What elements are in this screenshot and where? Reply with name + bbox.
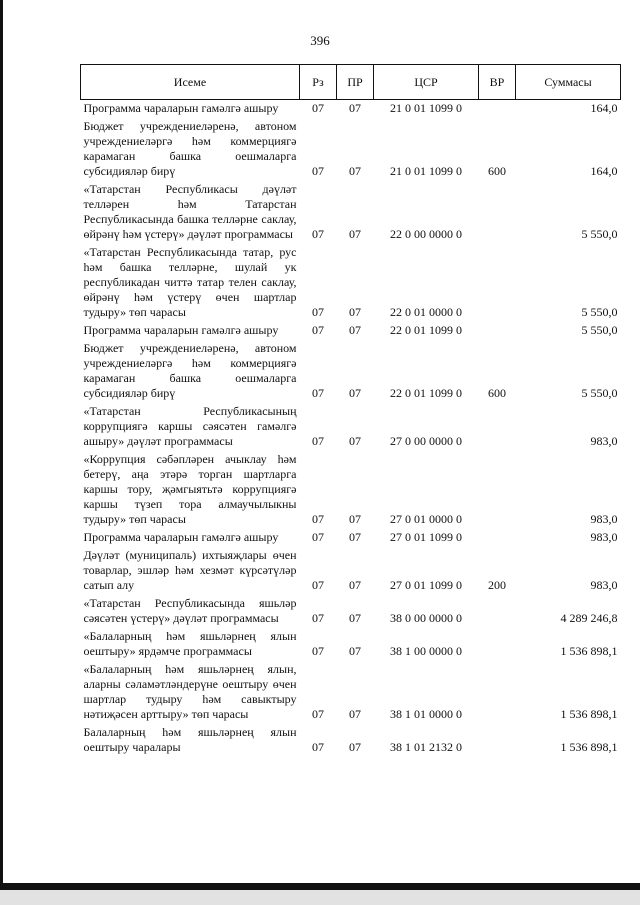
cell-sum: 5 550,0 — [581, 323, 618, 337]
table-row — [81, 181, 621, 244]
cell-sum: 164,0 — [590, 164, 618, 178]
table-row — [81, 547, 621, 595]
cell-csr: 38 1 01 0000 0 — [390, 707, 462, 721]
cell-rz: 07 — [312, 512, 324, 526]
cell-sum: 1 536 898,1 — [560, 707, 618, 721]
cell-rz: 07 — [312, 227, 324, 241]
cell-pr: 07 — [349, 305, 361, 319]
scan-left-edge — [0, 0, 3, 905]
cell-vr — [479, 661, 516, 724]
cell-vr — [479, 628, 516, 661]
cell-rz: 07 — [312, 578, 324, 592]
header-name: Исеме — [81, 65, 300, 100]
cell-csr: 27 0 00 0000 0 — [390, 434, 462, 448]
table-row — [81, 322, 621, 340]
table-row — [81, 628, 621, 661]
header-pr: ПР — [337, 65, 374, 100]
cell-csr: 38 0 00 0000 0 — [390, 611, 462, 625]
cell-csr: 22 0 01 0000 0 — [390, 305, 462, 319]
table-row — [81, 529, 621, 547]
cell-name: Программа чараларын гамәлгә ашыру — [83, 323, 279, 337]
cell-rz: 07 — [312, 611, 324, 625]
cell-name: Программа чараларын гамәлгә ашыру — [83, 530, 279, 544]
cell-vr — [479, 451, 516, 529]
table-row — [81, 595, 621, 628]
header-rz: Рз — [300, 65, 337, 100]
table-row — [81, 403, 621, 451]
cell-pr: 07 — [349, 101, 361, 115]
cell-pr: 07 — [349, 707, 361, 721]
cell-pr: 07 — [349, 611, 361, 625]
cell-rz: 07 — [312, 164, 324, 178]
cell-pr: 07 — [349, 386, 361, 400]
scan-bottom-edge — [0, 883, 640, 890]
cell-sum: 1 536 898,1 — [560, 740, 618, 754]
cell-rz: 07 — [312, 101, 324, 115]
table-row — [81, 118, 621, 181]
cell-csr: 21 0 01 1099 0 — [390, 164, 462, 178]
cell-vr: 600 — [488, 386, 506, 400]
table-row — [81, 724, 621, 757]
table-row — [81, 340, 621, 403]
cell-csr: 27 0 01 1099 0 — [390, 530, 462, 544]
page-number: 396 — [310, 33, 330, 48]
header-vr: ВР — [479, 65, 516, 100]
cell-csr: 27 0 01 0000 0 — [390, 512, 462, 526]
cell-vr: 600 — [488, 164, 506, 178]
budget-table — [80, 64, 621, 757]
cell-csr: 22 0 01 1099 0 — [390, 386, 462, 400]
cell-sum: 983,0 — [590, 512, 618, 526]
cell-rz: 07 — [312, 323, 324, 337]
cell-sum: 164,0 — [590, 101, 618, 115]
cell-vr — [479, 595, 516, 628]
cell-rz: 07 — [312, 740, 324, 754]
table-row — [81, 244, 621, 322]
cell-pr: 07 — [349, 434, 361, 448]
cell-pr: 07 — [349, 512, 361, 526]
table-row — [81, 451, 621, 529]
table-body — [81, 100, 621, 758]
cell-csr: 22 0 00 0000 0 — [390, 227, 462, 241]
cell-sum: 983,0 — [590, 434, 618, 448]
cell-sum: 4 289 246,8 — [560, 611, 618, 625]
cell-csr: 21 0 01 1099 0 — [390, 101, 462, 115]
cell-vr — [479, 100, 516, 119]
cell-rz: 07 — [312, 305, 324, 319]
cell-name: «Татарстан Республикасында яшьләр сәясәтен үстерү» дәүләт программасы — [83, 596, 297, 625]
cell-rz: 07 — [312, 644, 324, 658]
cell-vr — [479, 244, 516, 322]
cell-name: «Коррупция сәбәпләрен ачыклау һәм бетерү, аңа этәрә торган шартларга каршы тору, җәмгыятьтә коррупциягә каршы түзеп тора алмаучылыкны тудыру» төп чарасы — [83, 452, 297, 526]
cell-sum: 5 550,0 — [581, 305, 618, 319]
cell-sum: 983,0 — [590, 578, 618, 592]
cell-name: Дәүләт (муниципаль) ихтыяҗлары өчен товарлар, эшләр һәм хезмәт күрсәтүләр сатып алу — [83, 548, 297, 592]
cell-pr: 07 — [349, 323, 361, 337]
cell-name: «Татарстан Республикасында татар, рус һәм башка телләрне, шулай ук республикадан читтә татар телен саклау, өйрәнү һәм үстерү өчен шартлар тудыру» төп чарасы — [83, 245, 297, 319]
cell-vr — [479, 724, 516, 757]
cell-name: «Балаларның һәм яшьләрнең ялын, аларны сәламәтләндерүне оештыру өчен шартлар тудыру һәм савыктыру нәтиҗәсен арттыру» төп чарасы — [83, 662, 297, 721]
table-row — [81, 661, 621, 724]
scan-bottom-shade — [0, 890, 640, 905]
cell-rz: 07 — [312, 434, 324, 448]
cell-vr — [479, 403, 516, 451]
cell-sum: 983,0 — [590, 530, 618, 544]
cell-csr: 38 1 01 2132 0 — [390, 740, 462, 754]
cell-pr: 07 — [349, 227, 361, 241]
cell-csr: 27 0 01 1099 0 — [390, 578, 462, 592]
cell-name: «Балаларның һәм яшьләрнең ялын оештыру» ярдәмче программасы — [83, 629, 297, 658]
cell-sum: 5 550,0 — [581, 227, 618, 241]
cell-name: «Татарстан Республикасы дәүләт телләрен һәм Татарстан Республикасында башка телләрне саклау, өйрәнү һәм үстерү» дәүләт программасы — [83, 182, 297, 241]
cell-vr — [479, 529, 516, 547]
cell-pr: 07 — [349, 644, 361, 658]
header-csr: ЦСР — [374, 65, 479, 100]
cell-name: «Татарстан Республикасының коррупциягә каршы сәясәтен гамәлгә ашыру» дәүләт программасы — [83, 404, 297, 448]
cell-vr — [479, 181, 516, 244]
cell-pr: 07 — [349, 740, 361, 754]
cell-vr — [479, 322, 516, 340]
cell-name: Балаларның һәм яшьләрнең ялын оештыру чаралары — [83, 725, 297, 754]
cell-pr: 07 — [349, 164, 361, 178]
cell-name: Бюджет учреждениеләренә, автоном учреждениеләргә һәм коммерциягә карамаган башка оешмаларга субсидияләр бирү — [83, 341, 297, 400]
cell-vr: 200 — [488, 578, 506, 592]
header-sum: Суммасы — [516, 65, 621, 100]
cell-rz: 07 — [312, 386, 324, 400]
table-row — [81, 100, 621, 119]
cell-csr: 38 1 00 0000 0 — [390, 644, 462, 658]
cell-rz: 07 — [312, 707, 324, 721]
cell-sum: 5 550,0 — [581, 386, 618, 400]
cell-name: Бюджет учреждениеләренә, автоном учреждениеләргә һәм коммерциягә карамаган башка оешмаларга субсидияләр бирү — [83, 119, 297, 178]
cell-csr: 22 0 01 1099 0 — [390, 323, 462, 337]
cell-pr: 07 — [349, 530, 361, 544]
cell-rz: 07 — [312, 530, 324, 544]
cell-pr: 07 — [349, 578, 361, 592]
cell-sum: 1 536 898,1 — [560, 644, 618, 658]
table-header-row — [81, 65, 621, 100]
cell-name: Программа чараларын гамәлгә ашыру — [83, 101, 279, 115]
